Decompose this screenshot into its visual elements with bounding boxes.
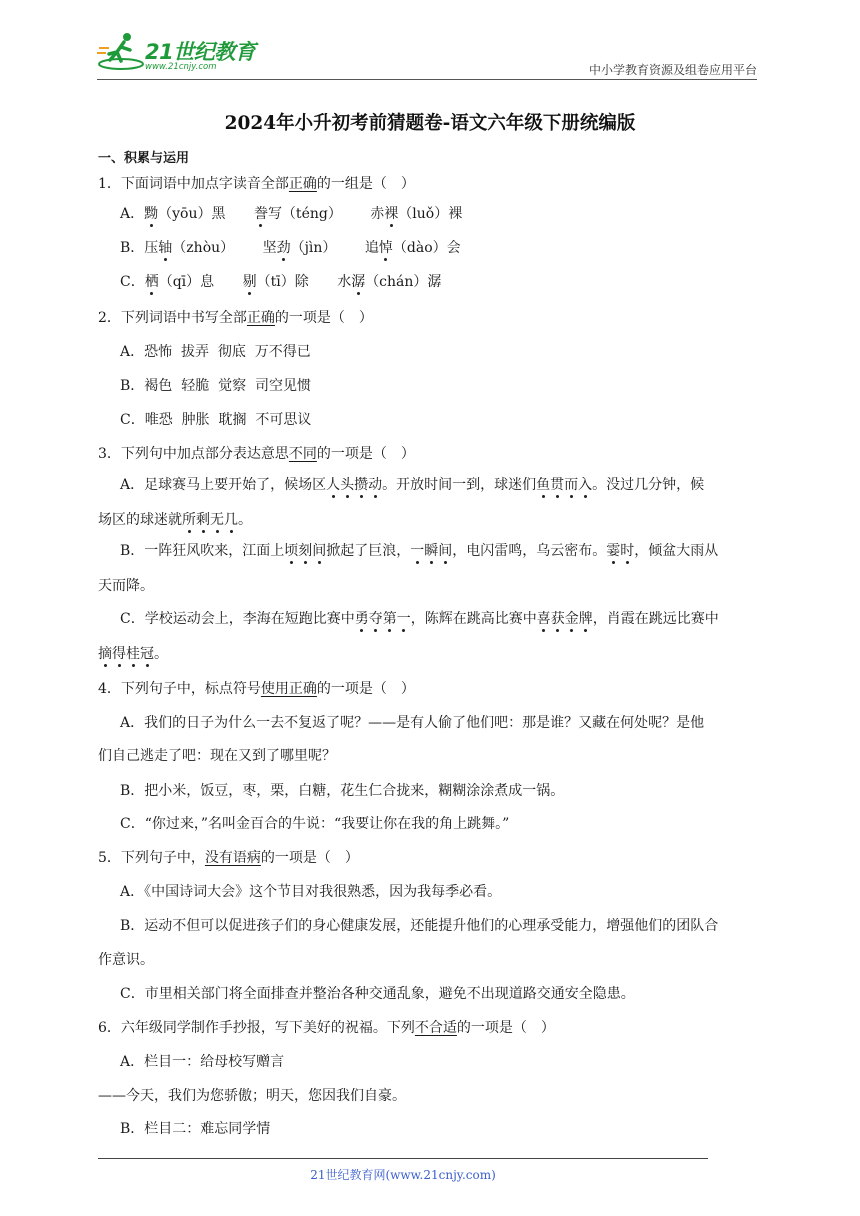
option-text: B．压 xyxy=(120,240,159,256)
stem-text: 1．下面词语中加点字读音全部 xyxy=(98,176,289,192)
dotted-char: 而 xyxy=(564,477,579,493)
section-heading: 一、积累与运用 xyxy=(98,151,190,166)
option-text: ，陈辉在跳高比赛中 xyxy=(410,611,537,627)
q3-option-a-line2 xyxy=(98,510,252,530)
option-text: 。 xyxy=(238,512,252,528)
dotted-char: 一 xyxy=(396,611,411,627)
q3-option-b-line2: 天而降。 xyxy=(98,578,154,594)
q2-option-a: A．恐怖 拔弄 彻底 万不得已 xyxy=(120,344,311,360)
q1-option-c xyxy=(120,272,449,292)
question-5-stem xyxy=(98,848,359,868)
dotted-char: 第 xyxy=(382,611,397,627)
dotted-char: 贯 xyxy=(550,477,565,493)
option-text: 追 xyxy=(364,240,379,256)
dotted-phrase xyxy=(536,477,592,493)
dotted-char: 夺 xyxy=(368,611,383,627)
page-title: 2024年小升初考前猜题卷-语文六年级下册统编版 xyxy=(224,113,636,134)
option-text: 场区的球迷就 xyxy=(98,512,182,528)
dotted-char: 无 xyxy=(210,512,224,528)
dotted-char: 时 xyxy=(620,543,635,559)
dotted-char: 剔 xyxy=(242,274,257,290)
option-text: C． xyxy=(120,274,145,290)
dotted-char: 所 xyxy=(182,512,196,528)
header-divider xyxy=(97,79,757,80)
option-text: ，肖霞在跳远比赛中 xyxy=(592,611,719,627)
stem-text: 的一项是（ ） xyxy=(274,310,373,326)
dotted-char: 裸 xyxy=(384,206,399,222)
stem-underlined: 没有语病 xyxy=(204,850,261,866)
stem-underlined: 不同 xyxy=(288,446,317,462)
q1-option-a xyxy=(120,204,470,224)
option-text: 。没过几分钟，候 xyxy=(592,477,705,493)
stem-text: 3．下列句中加点部分表达意思 xyxy=(98,446,289,462)
dotted-char: 间 xyxy=(312,543,327,559)
q3-option-a-line1 xyxy=(120,475,704,495)
dotted-phrase xyxy=(355,611,411,627)
dotted-phrase xyxy=(410,543,452,559)
dotted-char: 瞬 xyxy=(424,543,439,559)
dotted-phrase xyxy=(98,646,154,662)
stem-underlined: 正确 xyxy=(288,176,317,192)
option-text: （qī）息 xyxy=(158,274,215,290)
stem-text: 4．下列句子中，标点符号 xyxy=(98,681,261,697)
q5-option-b-line1: B．运动不但可以促进孩子们的身心健康发展，还能提升他们的心理承受能力，增强他们的团队合 xyxy=(120,918,719,934)
footer-divider xyxy=(98,1158,708,1159)
dotted-char: 间 xyxy=(438,543,453,559)
platform-label: 中小学教育资源及组卷应用平台 xyxy=(588,63,757,77)
q4-option-b: B．把小米，饭豆，枣，栗，白糖，花生仁合拢来，糊糊涂涂煮成一锅。 xyxy=(120,783,565,799)
option-text: （dào）会 xyxy=(392,240,461,256)
q3-option-c-line1 xyxy=(120,609,719,629)
stem-underlined: 使用正确 xyxy=(260,681,317,697)
page-header xyxy=(97,30,757,80)
site-logo xyxy=(97,30,262,76)
dotted-char: 一 xyxy=(410,543,425,559)
dotted-phrase xyxy=(537,611,593,627)
q2-option-c: C．唯恐 肿胀 耽搁 不可思议 xyxy=(120,412,312,428)
q5-option-b-line2: 作意识。 xyxy=(98,952,154,968)
stem-underlined: 正确 xyxy=(246,310,275,326)
dotted-phrase xyxy=(606,543,634,559)
q3-option-c-line2 xyxy=(98,644,168,664)
q5-option-a: A．《中国诗词大会》这个节目对我很熟悉，因为我每季必看。 xyxy=(120,884,502,900)
dotted-char: 鱼 xyxy=(536,477,551,493)
stem-text: 的一项是（ ） xyxy=(316,681,415,697)
dotted-char: 喜 xyxy=(536,611,551,627)
dotted-char: 入 xyxy=(578,477,593,493)
option-text: A． xyxy=(120,206,145,222)
dotted-char: 誊 xyxy=(253,206,268,222)
dotted-char: 刻 xyxy=(298,543,313,559)
dotted-char: 人 xyxy=(326,477,341,493)
question-6-stem xyxy=(98,1018,555,1038)
option-text: （zhòu） xyxy=(172,240,235,256)
stem-text: 的一项是（ ） xyxy=(260,850,359,866)
stem-text: 的一项是（ ） xyxy=(456,1020,555,1036)
option-text: 写（téng） xyxy=(267,206,342,222)
stem-text: 的一组是（ ） xyxy=(316,176,415,192)
dotted-phrase xyxy=(182,512,238,528)
stem-text: 5．下列句子中， xyxy=(98,850,205,866)
dotted-char: 剩 xyxy=(196,512,210,528)
option-text: 。 xyxy=(154,646,168,662)
dotted-phrase xyxy=(284,543,326,559)
option-text: 水 xyxy=(337,274,352,290)
stem-text: 的一项是（ ） xyxy=(316,446,415,462)
dotted-char: 顷 xyxy=(284,543,299,559)
question-3-stem xyxy=(98,444,415,464)
dotted-char: 头 xyxy=(340,477,355,493)
question-2-stem xyxy=(98,308,373,328)
option-text: A．足球赛马上要开始了，候场区 xyxy=(120,477,327,493)
dotted-char: 金 xyxy=(564,611,579,627)
option-text: （tī）除 xyxy=(256,274,309,290)
q6-option-a-text: ——今天，我们为您骄傲；明天，您因我们自豪。 xyxy=(98,1088,406,1104)
option-text: C．学校运动会上，李海在短跑比赛中 xyxy=(120,611,355,627)
dotted-char: 获 xyxy=(550,611,565,627)
q4-option-c: C．“你过来，”名叫金百合的牛说：“我要让你在我的角上跳舞。” xyxy=(120,816,510,832)
option-text: ，倾盆大雨从 xyxy=(634,543,719,559)
dotted-char: 冠 xyxy=(140,646,154,662)
dotted-char: 攒 xyxy=(354,477,369,493)
stem-underlined: 不合适 xyxy=(414,1020,457,1036)
q6-option-a: A．栏目一：给母校写赠言 xyxy=(120,1054,285,1070)
q1-option-b xyxy=(120,238,469,258)
dotted-char: 勇 xyxy=(354,611,369,627)
dotted-char: 得 xyxy=(112,646,126,662)
dotted-phrase xyxy=(326,477,382,493)
option-text: ，电闪雷鸣，乌云密布。 xyxy=(452,543,607,559)
dotted-char: 轴 xyxy=(158,240,173,256)
dotted-char: 摘 xyxy=(98,646,112,662)
option-text: （yōu）黑 xyxy=(158,206,226,222)
dotted-char: 几 xyxy=(224,512,238,528)
dotted-char: 劲 xyxy=(276,240,291,256)
stem-text: 2．下列词语中书写全部 xyxy=(98,310,247,326)
question-4-stem xyxy=(98,679,415,699)
option-text: （chán）潺 xyxy=(365,274,442,290)
runner-logo-icon xyxy=(97,30,145,74)
stem-text: 6．六年级同学制作手抄报，写下美好的祝福。下列 xyxy=(98,1020,415,1036)
dotted-char: 悼 xyxy=(378,240,393,256)
dotted-char: 霎 xyxy=(606,543,621,559)
option-text: B．一阵狂风吹来，江面上 xyxy=(120,543,285,559)
option-text: 坚 xyxy=(262,240,277,256)
q4-option-a-line2: 们自己逃走了吧：现在又到了哪里呢？ xyxy=(98,748,336,764)
question-1-stem xyxy=(98,174,415,194)
option-text: 掀起了巨浪， xyxy=(326,543,411,559)
option-text: 。开放时间一到，球迷们 xyxy=(382,477,537,493)
dotted-char: 潺 xyxy=(351,274,366,290)
option-text: （jìn） xyxy=(290,240,337,256)
dotted-char: 牌 xyxy=(578,611,593,627)
footer-link[interactable]: 21世纪教育网(www.21cnjy.com) xyxy=(310,1168,496,1182)
q5-option-c: C．市里相关部门将全面排查并整治各种交通乱象，避免不出现道路交通安全隐患。 xyxy=(120,986,635,1002)
q4-option-a-line1: A．我们的日子为什么一去不复返了呢？——是有人偷了他们吧：那是谁？又藏在何处呢？是他 xyxy=(120,715,705,731)
q3-option-b-line1 xyxy=(120,541,718,561)
option-text: （luǒ）裸 xyxy=(398,206,463,222)
logo-url: www.21cnjy.com xyxy=(145,62,217,72)
option-text: 赤 xyxy=(370,206,385,222)
q6-option-b: B．栏目二：难忘同学情 xyxy=(120,1121,271,1137)
dotted-char: 栖 xyxy=(144,274,159,290)
logo-text: 21世纪教育 xyxy=(145,40,256,64)
dotted-char: 动 xyxy=(368,477,383,493)
dotted-char: 桂 xyxy=(126,646,140,662)
q2-option-b: B．褐色 轻脆 觉察 司空见惯 xyxy=(120,378,311,394)
dotted-char: 黝 xyxy=(144,206,159,222)
